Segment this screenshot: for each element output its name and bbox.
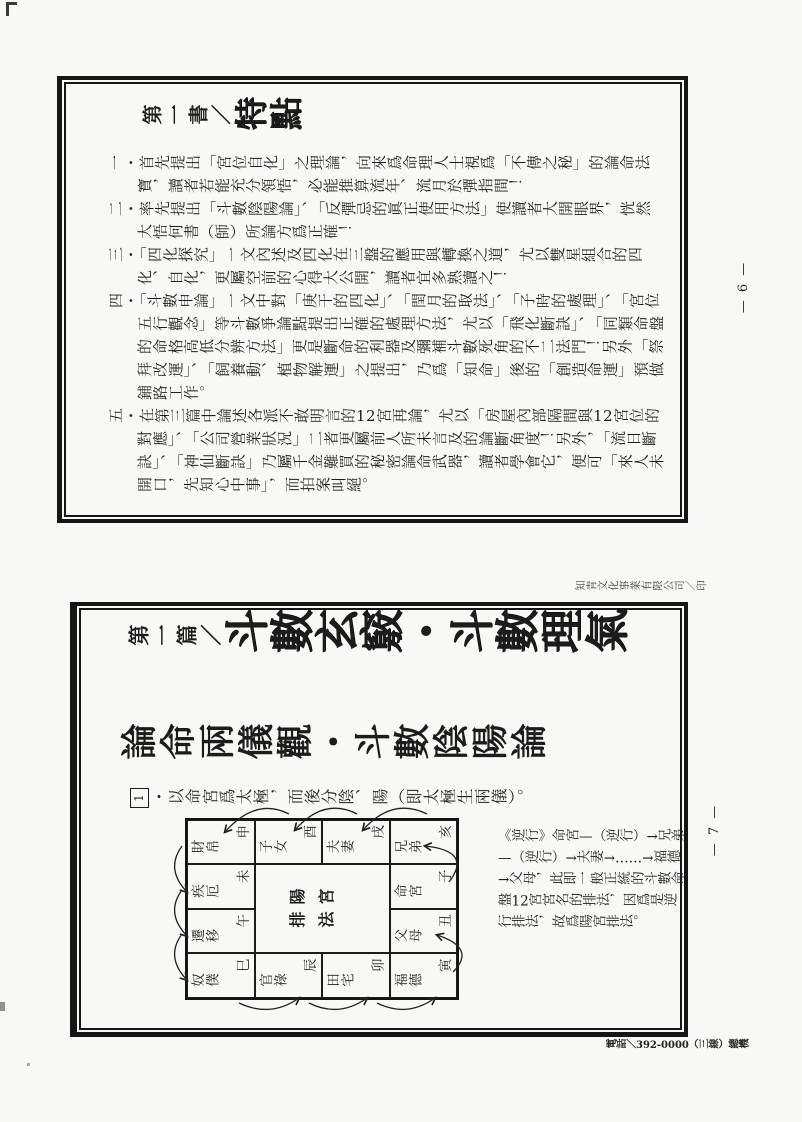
book-title-calligraphy: 特點 <box>234 96 304 135</box>
publisher-credit: 知青文化事業有限公司／印 <box>575 580 707 592</box>
feature-item: 四・「斗數申論」一文中對「庚干的四化」、「閏月的取法」、「子時的處理」、「宮位五行觀念」等斗數爭論點提出正確的處理方法，尤以「飛化斷訣」、「同類命盤的命格高低分辨方法」更是斷命的利器及彌補斗數死角的不二法門！另外「祭拜改運」、「飼養動、植物解運」之提出，乃爲「知命」後的「創造命運」預做鋪路工作。 <box>108 292 664 402</box>
palace-name: 福德 <box>393 974 423 990</box>
feature-item: 三・「四化探究」一文內述及四化在三盤的應用與轉換之道，尤以雙星組合的四化、自化，更屬空前的心得大公開，讀者宜多熟讀之！ <box>108 246 643 287</box>
branch-label: 亥 <box>438 825 454 839</box>
palace-name: 遷移 <box>191 929 220 946</box>
branch-label: 未 <box>235 869 252 883</box>
branch-label: 午 <box>235 914 252 928</box>
page6-title-block <box>142 92 304 139</box>
branch-label: 辰 <box>303 958 319 972</box>
palace-name: 夫妻 <box>326 840 355 857</box>
palace-name: 田宅 <box>326 974 355 990</box>
grid-center-label: 陽宮排法 <box>288 888 347 930</box>
scanned-page-7 <box>70 602 688 1037</box>
branch-label: 寅 <box>438 958 454 972</box>
scanned-page-6 <box>57 76 688 523</box>
section-label: 第一書／ <box>142 104 234 128</box>
palace-name: 父母 <box>393 929 423 946</box>
palace-name: 財帛 <box>191 840 220 857</box>
boxed-item-number: 1 <box>130 788 149 808</box>
feature-item: 二・率先提出「斗數陰陽論」、「反彈忌的眞正使用方法」使讀者大開眼界，恍然大悟何書（師）所論方爲正確！ <box>108 200 651 241</box>
palace-name: 命宮 <box>393 885 423 901</box>
palace-name: 兄弟 <box>393 840 423 857</box>
chapter-title-calligraphy: 斗數玄竅・斗數理氣 <box>224 610 629 661</box>
palace-grid-diagram <box>185 818 459 1000</box>
phone-note: 電話／392-0000（三線）總機 <box>606 1040 749 1051</box>
page-number-7: — 7 — <box>707 803 722 857</box>
intro-text: ・以命宮爲太極，而後分陰、陽（即太極生兩儀）。 <box>151 788 534 807</box>
chapter-label: 第一篇／ <box>128 623 224 648</box>
branch-label: 卯 <box>370 958 387 972</box>
branch-label: 申 <box>235 825 252 839</box>
annotation-text: 《逆行》命宮—（逆行）→兄弟—（逆行）→夫妻→……→福德→父母，此即一般正統的斗數命盤12宮宮名的排法，因爲是逆行排法，故爲陽宮排法。 <box>498 829 685 931</box>
palace-name: 官祿 <box>258 974 288 990</box>
branch-label: 丑 <box>438 914 454 928</box>
scan-noise <box>27 1063 30 1066</box>
palace-flow-arrows <box>161 796 483 1020</box>
palace-name: 奴僕 <box>191 974 220 990</box>
palace-name: 子女 <box>258 840 288 857</box>
phone-note-wrap <box>606 1038 749 1055</box>
branch-label: 戌 <box>370 825 387 839</box>
page-number-6: — 6 — <box>736 260 751 314</box>
scan-noise <box>0 1002 5 1011</box>
scan-noise <box>6 2 9 16</box>
branch-label: 酉 <box>303 825 319 839</box>
branch-label: 子 <box>438 869 454 883</box>
publisher-credit-wrap <box>575 578 707 594</box>
branch-label: 巳 <box>235 958 252 972</box>
chapter-subtitle: 論命兩儀觀・斗數陰陽論 <box>120 723 549 765</box>
feature-item: 五・在第三篇中論述各派不敢明言的12宮再論，尤以「房屋內部隔間與12宮位的對應」、「公司營業狀況」二者更屬前人所未言及的論斷角度！另外，「流日斷訣」、「神仙斷訣」乃屬千金難買的秘密論命武器，讀者學會它，便可「來人未開口，先知心中事」，而拍案叫絕。 <box>108 407 664 494</box>
page7-title-block <box>128 604 629 668</box>
feature-item: 一・首先提出「宮位自化」之理論，向來爲命理人士視爲「不傳之秘」的論命法寶，讀者若能充分領悟，必能推算流年、流月於彈指間！ <box>108 154 651 195</box>
feature-list <box>108 152 666 502</box>
palace-name: 疾厄 <box>191 885 220 901</box>
diagram-annotation <box>498 827 690 959</box>
